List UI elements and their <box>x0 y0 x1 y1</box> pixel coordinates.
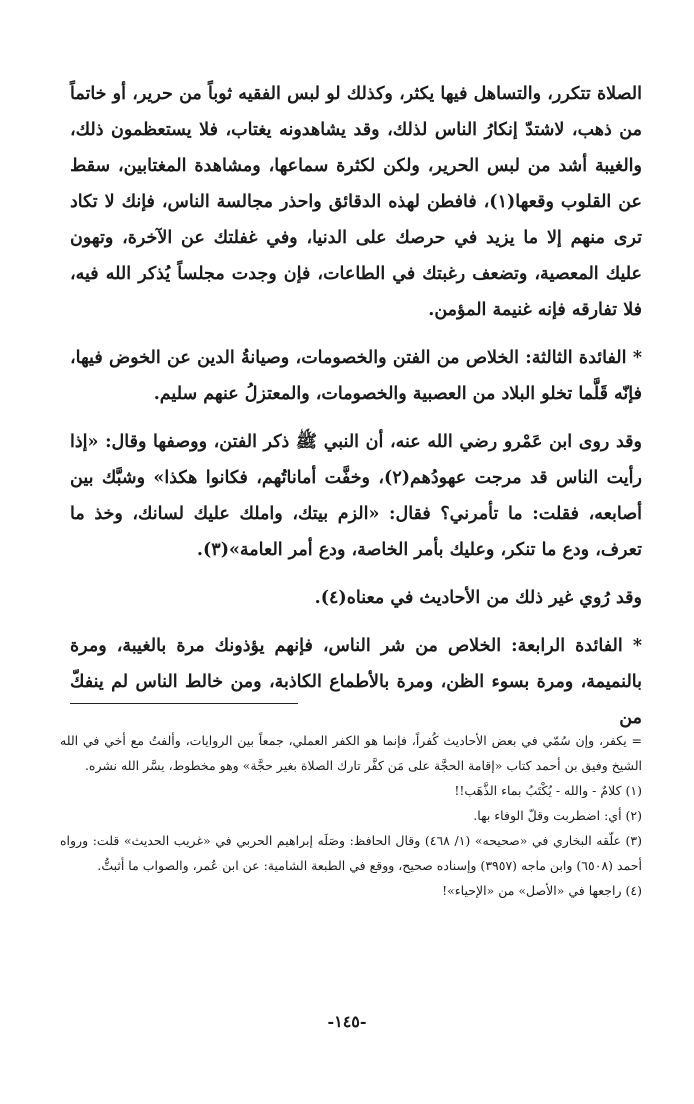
footnote-3: (٣) علّقه البخاري في «صحيحه» (١/ ٤٦٨) وقال الحافظ: وصَلَه إبراهيم الحربي في «غريب الحديث» قلت: ورواه أحمد (٦٥٠٨) وابن ماجه (٣٩٥٧) وإسناده صحيح، ووقع في الطبعة الشامية: عن ابن عُمر، والصواب ما أثبتُّ. <box>60 833 642 873</box>
paragraph-1: الصلاة تتكرر، والتساهل فيها يكثر، وكذلك لو لبس الفقيه ثوباً من حرير، أو خاتماً من ذهب، لاشتدّ إنكارُ الناس لذلك، وقد يشاهدونه يغتاب، فلا يستعظمون ذلك، والغيبة أشد من لبس الحرير، ولكن لكثرة سماعها، ومشاهدة المغتابين، سقط عن القلوب وقعها(١)، فافطن لهذه الدقائق واحذر مجالسة الناس، فإنك لا تكاد ترى منهم إلا ما يزيد في حرصك على الدنيا، وفي غفلتك عن الآخرة، وتهون عليك المعصية، وتضعف رغبتك في الطاعات، فإن وجدت مجلساً يُذكر الله فيه، فلا تفارقه فإنه غنيمة المؤمن. <box>70 84 642 320</box>
paragraph-hadith: وقد روى ابن عَمْرو رضي الله عنه، أن النبي ﷺ ذكر الفتن، ووصفها وقال: «إذا رأيت الناس قد مرجت عهودُهم(٢)، وخفَّت أماناتُهم، فكانوا هكذا» وشبَّك بين أصابعه، فقلت: ما تأمرني؟ فقال: «الزم بيتك، واملك عليك لسانك، وخذ ما تعرف، ودع ما تنكر، وعليك بأمر الخاصة، ودع أمر العامة»(٣). <box>70 432 642 560</box>
paragraph-other-hadiths: وقد رُوي غير ذلك من الأحاديث في معناه(٤). <box>314 588 642 608</box>
paragraph-benefit-four: * الفائدة الرابعة: الخلاص من شر الناس، فإنهم يؤذونك مرة بالغيبة، ومرة بالنميمة، ومرة بسوء الظن، ومرة بالأطماع الكاذبة، ومن خالط الناس لم ينفكّ من <box>70 636 642 728</box>
paragraph-benefit-three: * الفائدة الثالثة: الخلاص من الفتن والخصومات، وصيانةُ الدين عن الخوض فيها، فإنّه قَلَّما تخلو البلاد من العصبية والخصومات، والمعتزلُ عنهم سليم. <box>70 348 642 404</box>
footnote-continuation: = يكفر، وإن سُمّي في بعض الأحاديث كُفراً، فإنما هو الكفر العملي، جمعاً بين الروايات، وألفتُ مع أخي في الله الشيخ وفيق بن أحمد كتاب «إقامة الحجَّة على مَن كفَّر تارك الصلاة بغير حجَّة» وهو مخطوط، يسَّر الله نشره. <box>60 733 642 773</box>
footnote-separator <box>70 703 298 704</box>
footnote-4: (٤) راجعها في «الأصل» من «الإحياء»! <box>442 883 642 898</box>
footnote-2: (٢) أي: اضطربت وقلّ الوفاء بها. <box>473 808 642 823</box>
footnotes <box>60 728 642 903</box>
page-number: -١٤٥- <box>327 1012 367 1031</box>
footnote-1: (١) كلامٌ - والله - يُكْتَبُ بماء الذَّهَب!! <box>454 783 642 798</box>
main-text <box>70 76 642 736</box>
